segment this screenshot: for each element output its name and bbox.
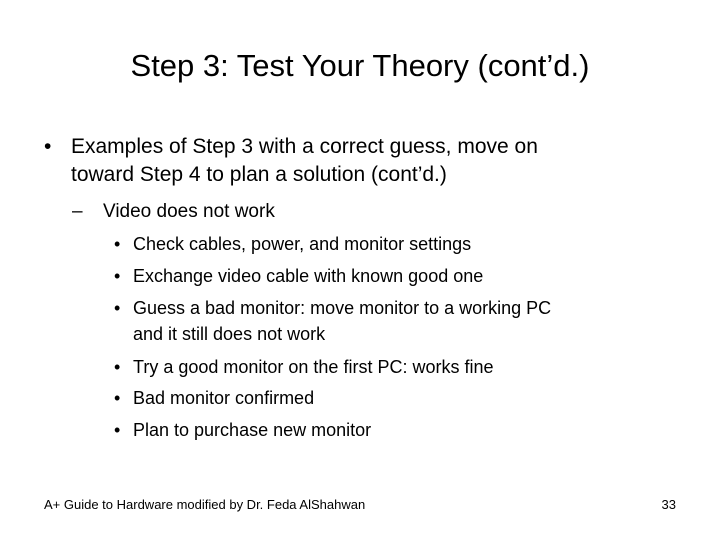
- sub-sub-bullet-text: Bad monitor confirmed: [133, 388, 315, 408]
- page-number: 33: [661, 497, 676, 512]
- bullet-text-line: toward Step 4 to plan a solution (cont’d.): [71, 163, 447, 186]
- bullet-symbol: •: [114, 266, 121, 286]
- sub-sub-bullet-text: Exchange video cable with known good one: [133, 266, 484, 286]
- dash-symbol: –: [72, 201, 83, 222]
- bullet-symbol: •: [114, 298, 121, 318]
- sub-sub-bullet-text: Plan to purchase new monitor: [133, 420, 372, 440]
- sub-sub-bullet-text: Try a good monitor on the first PC: works fine: [133, 357, 494, 377]
- bullet-symbol: •: [114, 388, 121, 408]
- sub-sub-bullet-text: Check cables, power, and monitor settings: [133, 234, 472, 254]
- sub-sub-bullet-line: Guess a bad monitor: move monitor to a working PC: [133, 298, 552, 318]
- sub-bullet-text: Video does not work: [103, 201, 275, 222]
- bullet-symbol: •: [114, 234, 121, 254]
- bullet-text-line: Examples of Step 3 with a correct guess, move on: [71, 135, 538, 158]
- sub-sub-bullet-text: [133, 295, 673, 347]
- bullet-symbol: •: [114, 357, 121, 377]
- bullet-symbol: •: [44, 135, 52, 158]
- footer-text: A+ Guide to Hardware modified by Dr. Feda AlShahwan: [44, 497, 366, 512]
- sub-sub-bullet-line: and it still does not work: [133, 324, 326, 344]
- slide-title: Step 3: Test Your Theory (cont’d.): [130, 48, 590, 83]
- bullet-text: [71, 133, 671, 189]
- bullet-symbol: •: [114, 420, 121, 440]
